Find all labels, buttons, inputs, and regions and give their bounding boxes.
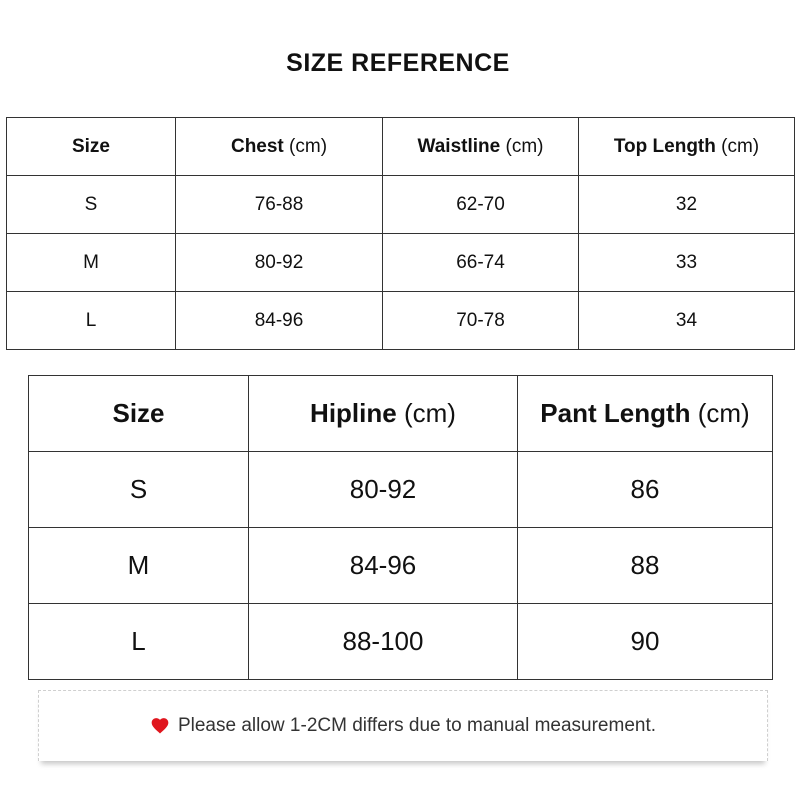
heart-icon xyxy=(150,716,170,736)
header-cell-size xyxy=(7,118,176,176)
bottom-size-table xyxy=(28,375,773,680)
table-row xyxy=(7,234,795,292)
table-cell: S xyxy=(7,176,176,234)
table-cell: 62-70 xyxy=(383,176,579,234)
measurement-note xyxy=(38,690,768,761)
table-cell: 76-88 xyxy=(176,176,383,234)
page-title: SIZE REFERENCE xyxy=(286,49,510,77)
header-unit: (cm) xyxy=(505,135,544,157)
top-size-table xyxy=(6,117,795,350)
header-unit: (cm) xyxy=(289,135,328,157)
table-header-row xyxy=(29,376,773,452)
table-cell: 80-92 xyxy=(249,452,518,528)
table-cell: L xyxy=(7,292,176,350)
header-cell-waistline xyxy=(383,118,579,176)
header-unit: (cm) xyxy=(403,398,456,428)
table-cell: 84-96 xyxy=(249,528,518,604)
header-cell-hipline xyxy=(249,376,518,452)
header-label: Size xyxy=(71,135,111,157)
table-row xyxy=(7,176,795,234)
header-cell-top-length xyxy=(579,118,795,176)
table-cell: 66-74 xyxy=(383,234,579,292)
table-cell: M xyxy=(7,234,176,292)
table-cell: 32 xyxy=(579,176,795,234)
table-cell: 70-78 xyxy=(383,292,579,350)
header-cell-size xyxy=(29,376,249,452)
header-label: Chest xyxy=(230,135,284,157)
table-cell: S xyxy=(29,452,249,528)
table-cell: 34 xyxy=(579,292,795,350)
header-label: Pant Length xyxy=(540,398,691,428)
table-cell: 90 xyxy=(518,604,773,680)
table-cell: L xyxy=(29,604,249,680)
note-text: Please allow 1-2CM differs due to manual measurement. xyxy=(177,715,657,736)
table-cell: 86 xyxy=(518,452,773,528)
table-cell: 84-96 xyxy=(176,292,383,350)
table-cell: 88 xyxy=(518,528,773,604)
table-row xyxy=(29,452,773,528)
header-unit: (cm) xyxy=(697,398,750,428)
header-cell-pant-length xyxy=(518,376,773,452)
header-label: Waistline xyxy=(417,135,501,157)
table-row xyxy=(29,604,773,680)
table-row xyxy=(7,292,795,350)
table-cell: M xyxy=(29,528,249,604)
table-cell: 80-92 xyxy=(176,234,383,292)
table-header-row xyxy=(7,118,795,176)
header-unit: (cm) xyxy=(721,135,760,157)
header-label: Size xyxy=(112,398,165,428)
table-cell: 33 xyxy=(579,234,795,292)
table-row xyxy=(29,528,773,604)
header-label: Hipline xyxy=(310,398,397,428)
header-label: Top Length xyxy=(613,135,716,157)
table-cell: 88-100 xyxy=(249,604,518,680)
header-cell-chest xyxy=(176,118,383,176)
